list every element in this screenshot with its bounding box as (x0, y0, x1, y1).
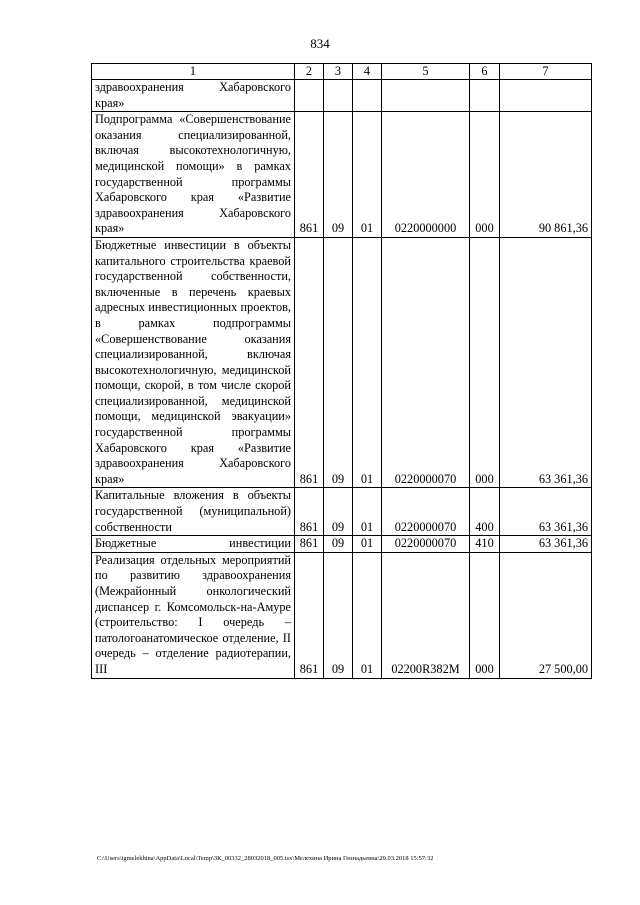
cell-subsection (353, 80, 382, 112)
cell-subsection: 01 (353, 112, 382, 238)
table-row (92, 80, 592, 112)
cell-amount: 63 361,36 (500, 237, 592, 488)
row-name (92, 112, 295, 238)
table-row (92, 112, 592, 238)
row-name-text: Капитальные вложения в объекты государственной (муниципальной) собственности (95, 488, 291, 534)
cell-section: 09 (324, 237, 353, 488)
cell-section: 09 (324, 488, 353, 536)
document-footer-path: C:\Users\igmelekhina\AppData\Local\Temp\ЗК_00332_28032018_005.tsx\Мелехина Ирина Геннадьевна\29.03.2018 15:57:32 (97, 855, 434, 862)
cell-admin-code: 861 (295, 552, 324, 678)
table-row (92, 237, 592, 488)
cell-expense-type: 400 (470, 488, 500, 536)
cell-expense-type: 000 (470, 237, 500, 488)
cell-target-article: 0220000070 (382, 237, 470, 488)
cell-subsection: 01 (353, 552, 382, 678)
row-name (92, 237, 295, 488)
cell-target-article: 0220000070 (382, 536, 470, 553)
cell-target-article: 0220000070 (382, 488, 470, 536)
cell-target-article (382, 80, 470, 112)
row-name (92, 80, 295, 112)
cell-admin-code: 861 (295, 488, 324, 536)
column-header: 3 (324, 64, 353, 80)
cell-amount (500, 80, 592, 112)
cell-amount: 90 861,36 (500, 112, 592, 238)
row-name (92, 536, 295, 553)
cell-expense-type: 410 (470, 536, 500, 553)
cell-subsection: 01 (353, 536, 382, 553)
cell-amount: 63 361,36 (500, 488, 592, 536)
cell-subsection: 01 (353, 237, 382, 488)
row-name-text: Бюджетные инвестиции в объекты капитального строительства краевой государственной собственности, включенные в перечень краевых адресных инвестиционных проектов, в рамках подпрограммы «Совершенствование оказания специализированной, включая высокотехнологичную, медицинской помощи, скорой, в том числе скорой специализированной, медицинской помощи, медицинской эвакуации» государственной программы Хабаровского края «Развитие здравоохранения Хабаровского края» (95, 237, 291, 486)
column-header: 2 (295, 64, 324, 80)
row-name-text: Бюджетные инвестиции (95, 536, 291, 551)
cell-admin-code: 861 (295, 536, 324, 553)
cell-admin-code: 861 (295, 237, 324, 488)
page-number: 834 (310, 36, 330, 51)
cell-target-article: 02200R382M (382, 552, 470, 678)
cell-amount: 63 361,36 (500, 536, 592, 553)
budget-table (91, 63, 592, 679)
cell-target-article: 0220000000 (382, 112, 470, 238)
column-header: 1 (92, 64, 295, 80)
column-header: 5 (382, 64, 470, 80)
table-row (92, 536, 592, 553)
cell-expense-type: 000 (470, 112, 500, 238)
table-header-row (92, 64, 592, 80)
column-header: 4 (353, 64, 382, 80)
table-row (92, 488, 592, 536)
column-header: 7 (500, 64, 592, 80)
cell-expense-type: 000 (470, 552, 500, 678)
row-name (92, 552, 295, 678)
cell-admin-code: 861 (295, 112, 324, 238)
cell-section: 09 (324, 552, 353, 678)
row-name (92, 488, 295, 536)
row-name-text: здравоохранения Хабаровского края» (95, 80, 291, 110)
cell-admin-code (295, 80, 324, 112)
table-row (92, 552, 592, 678)
row-name-text: Реализация отдельных мероприятий по развитию здравоохранения (Межрайонный онкологический диспансер г. Комсомольск-на-Амуре (строительство: I очередь – патологоанатомическое отделение, II очередь – отделение радиотерапии, III (95, 552, 291, 676)
cell-amount: 27 500,00 (500, 552, 592, 678)
cell-subsection: 01 (353, 488, 382, 536)
cell-expense-type (470, 80, 500, 112)
row-name-text: Подпрограмма «Совершенствование оказания специализированной, включая высокотехнологичную, медицинской помощи» в рамках государственной программы Хабаровского края «Развитие здравоохранения Хабаровского края» (95, 112, 291, 236)
cell-section: 09 (324, 112, 353, 238)
column-header: 6 (470, 64, 500, 80)
cell-section (324, 80, 353, 112)
cell-section: 09 (324, 536, 353, 553)
